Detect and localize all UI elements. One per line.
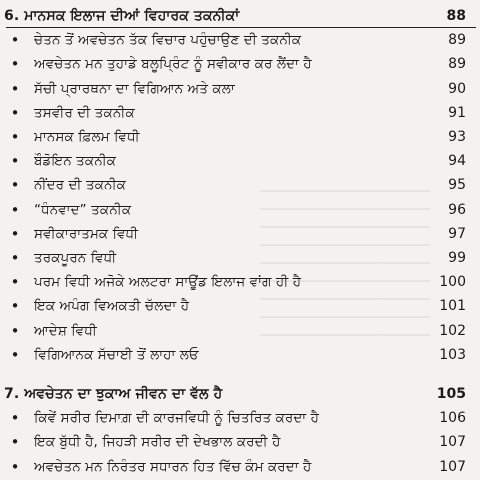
bullet-icon: • (10, 176, 20, 195)
bullet-icon: • (10, 345, 20, 364)
bullet-icon: • (10, 79, 20, 98)
entry-title: ਵਿਗਿਆਨਕ ਸੱਚਾਈ ਤੋਂ ਲਾਹਾ ਲਓ (34, 346, 199, 363)
bullet-icon: • (10, 249, 20, 267)
entry-title: ਅਵਚੇਤਨ ਮਨ ਨਿਰੰਤਰ ਸਧਾਰਨ ਹਿਤ ਵਿੱਚ ਕੰਮ ਕਰਦਾ ਹੈ (34, 458, 312, 475)
page-number: 100 (439, 274, 466, 291)
bullet-icon: • (10, 128, 20, 146)
toc-entry (0, 125, 480, 149)
page-number: 99 (448, 250, 466, 266)
bullet-icon: • (10, 55, 20, 74)
entry-title: “ਧੰਨਵਾਦ” ਤਕਨੀਕ (34, 201, 132, 218)
bullet-icon: • (10, 103, 20, 122)
page-number: 90 (448, 80, 466, 97)
bullet-icon: • (10, 409, 20, 428)
toc-entry (0, 173, 480, 197)
bullet-icon: • (10, 297, 20, 316)
toc-entry (0, 52, 480, 76)
entry-title: ਸੱਚੀ ਪ੍ਰਾਰਥਨਾ ਦਾ ਵਿਗਿਆਨ ਅਤੇ ਕਲਾ (34, 80, 235, 97)
page-number: 106 (439, 410, 466, 427)
entry-title: ਅਵਚੇਤਨ ਮਨ ਤੁਹਾਡੇ ਬਲੂਪ੍ਰਿੰਟ ਨੂੰ ਸਵੀਕਾਰ ਕਰ ਲੈਂਦਾ ਹੈ (34, 56, 312, 73)
page-number: 105 (436, 386, 466, 402)
entry-title: ਬੌਡੋਇਨ ਤਕਨੀਕ (34, 153, 117, 170)
page-number: 101 (439, 298, 466, 315)
page-number: 96 (448, 201, 466, 218)
entry-title: ਨੀਂਦਰ ਦੀ ਤਕਨੀਕ (34, 177, 126, 194)
entry-title: ਸਵੀਕਾਰਾਤਮਕ ਵਿਧੀ (34, 225, 139, 242)
page-number: 102 (439, 322, 466, 339)
section-heading (0, 4, 480, 28)
toc-entry (0, 149, 480, 173)
entry-title: ਕਿਵੇਂ ਸਰੀਰ ਦਿਮਾਗ਼ ਦੀ ਕਾਰਜਵਿਧੀ ਨੂੰ ਚਿਤਰਿਤ ਕਰਦਾ ਹੈ (34, 410, 320, 427)
section-title: 7. ਅਵਚੇਤਨ ਦਾ ਝੁਕਾਅ ਜੀਵਨ ਦਾ ਵੱਲ ਹੈ (4, 386, 223, 402)
toc-entry (0, 77, 480, 101)
bullet-icon: • (10, 31, 20, 50)
entry-title: ਮਾਨਸਕ ਫ਼ਿਲਮ ਵਿਧੀ (34, 129, 140, 145)
page-number: 89 (448, 32, 466, 49)
page-number: 91 (448, 104, 466, 121)
page-number: 88 (446, 8, 466, 24)
toc-entry (0, 319, 480, 343)
bullet-icon: • (10, 200, 20, 219)
heading-rule (6, 27, 476, 28)
entry-title: ਤਸਵੀਰ ਦੀ ਤਕਨੀਕ (34, 104, 135, 121)
entry-title: ਆਦੇਸ਼ ਵਿਧੀ (34, 322, 97, 339)
bullet-icon: • (10, 152, 20, 171)
page-number: 107 (439, 458, 466, 475)
page-number: 97 (448, 225, 466, 242)
toc-entry (0, 294, 480, 318)
entry-title: ਚੇਤਨ ਤੋਂ ਅਵਚੇਤਨ ਤੱਕ ਵਿਚਾਰ ਪਹੁੰਚਾਉਣ ਦੀ ਤਕਨੀਕ (34, 32, 302, 49)
toc-entry (0, 101, 480, 125)
entry-title: ਪਰਮ ਵਿਧੀ ਅਜੋਕੇ ਅਲਟਰਾ ਸਾਊਂਡ ਇਲਾਜ ਵਾਂਗ ਹੀ ਹੈ (34, 274, 302, 291)
bullet-icon: • (10, 321, 20, 340)
toc-entry (0, 430, 480, 454)
section-heading (0, 382, 480, 406)
bullet-icon: • (10, 457, 20, 476)
page-number: 95 (448, 177, 466, 194)
bullet-icon: • (10, 224, 20, 243)
bullet-icon: • (10, 433, 20, 452)
page-number: 89 (448, 56, 466, 73)
bullet-icon: • (10, 273, 20, 292)
page-number: 103 (439, 346, 466, 363)
toc-entry (0, 343, 480, 367)
page-number: 93 (448, 129, 466, 145)
toc-entry (0, 455, 480, 479)
page-number: 107 (439, 434, 466, 451)
section-title: 6. ਮਾਨਸਕ ਇਲਾਜ ਦੀਆਂ ਵਿਹਾਰਕ ਤਕਨੀਕਾਂ (4, 8, 240, 24)
toc-entry (0, 28, 480, 52)
page-number: 94 (448, 153, 466, 170)
entry-title: ਇਕ ਬੁੱਧੀ ਹੈ, ਜਿਹੜੀ ਸਰੀਰ ਦੀ ਦੇਖਭਾਲ ਕਰਦੀ ਹੈ (34, 434, 281, 451)
toc-entry (0, 222, 480, 246)
toc-entry (0, 246, 480, 270)
toc-entry (0, 406, 480, 430)
toc-entry (0, 198, 480, 222)
entry-title: ਇਕ ਅਪੰਗ ਵਿਅਕਤੀ ਚੱਲਦਾ ਹੈ (34, 298, 190, 315)
entry-title: ਤਰਕਪੂਰਨ ਵਿਧੀ (34, 250, 117, 266)
toc-entry (0, 270, 480, 294)
